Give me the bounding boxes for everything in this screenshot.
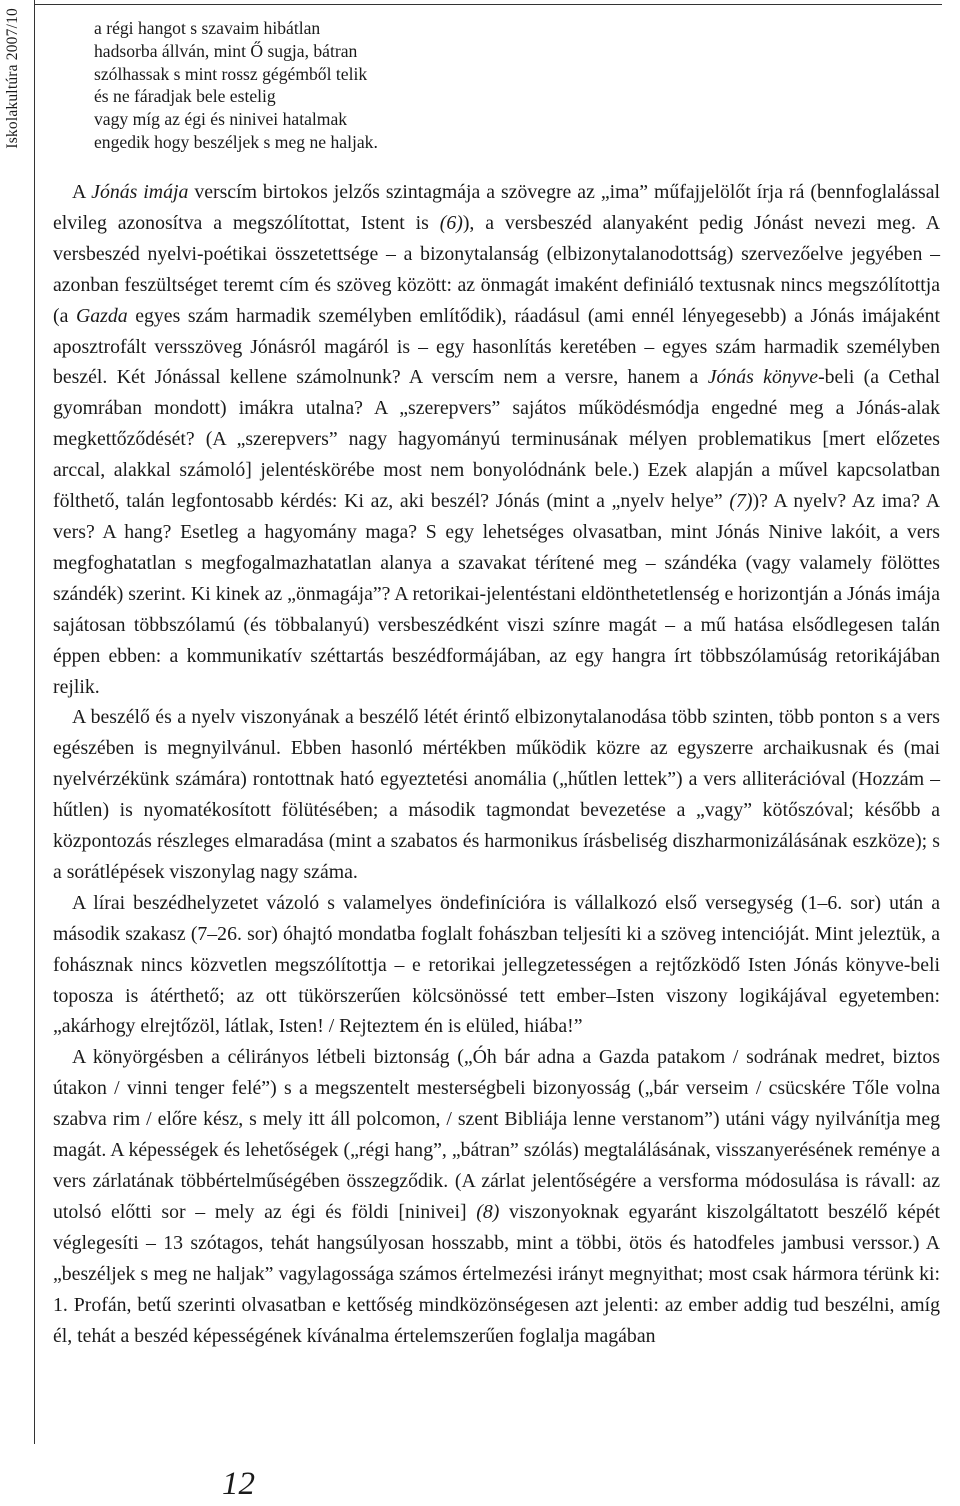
poem-line: engedik hogy beszéljek s meg ne haljak.: [94, 131, 378, 152]
paragraph-text: viszonyoknak egyaránt kiszolgáltatott beszélő képét véglegesíti – 13 szótagos, tehát hangsúlyosan hosszabb, mint a többi, ötös és hatodfeles jambusi verssor.) A „beszéljek s meg ne haljak” vagylagossága számos értelmezési irányt megnyithat; most csak hármora térünk ki: 1. Profán, betű szerinti olvasatban e kettőség mindközönségesen azt jelenti: az ember addig tud beszélni, amíg él, tehát a beszéd képességének kívánalma értelemszerűen foglalja magában: [53, 1200, 940, 1347]
italic-text: Jónás imája: [91, 181, 189, 203]
paragraph-text: verscím birtokos jelzős szintagmája a szövegre az „ima” műfajjelölőt írja rá (bennfoglalással elvileg azonosítva a megszólítottat, Istent is: [53, 181, 940, 234]
poem-line: a régi hangot s szavaim hibátlan: [94, 18, 321, 38]
poem-line: és ne fáradjak bele estelig: [94, 86, 276, 107]
body-text: [53, 177, 940, 1351]
poem-line: szólhassak s mint rossz gégémből telik: [94, 63, 368, 84]
italic-text: (7): [729, 490, 753, 513]
paragraph: [53, 888, 940, 1043]
page-number: 12: [222, 1466, 255, 1502]
italic-text: Jónás könyve: [707, 366, 819, 389]
italic-text: (6): [439, 211, 463, 234]
italic-text: (8): [476, 1200, 500, 1223]
poem-line: vagy míg az égi és ninivei hatalmak: [94, 109, 348, 130]
running-head-column: [0, 0, 35, 1444]
paragraph-text: A beszélő és a nyelv viszonyának a beszélő létét érintő elbizonytalanodása több szinten, több ponton s a vers egészében is megnyilvánul. Ebben hasonló mértékben működik közre az egyszerre archaikusnak és (mai nyelvérzékünk számára) rontottnak ható egyeztetési anomália („hűtlen lettek”) a vers alliterációval (Hozzám – hűtlen) is nyomatékosított fölütésében; a második tagmondat bevezetése a „vagy” kötőszóval; később a központozás részleges elmaradása (mint a szabatos és harmonikus írásbeliség diszharmonizálásának eszköze); s a sorátlépések viszonylag nagy száma.: [53, 706, 940, 883]
paragraph-text: )? A nyelv? Az ima? A vers? A hang? Esetleg a hagyomány maga? S egy lehetséges olvasatban, mint Jónás Ninive lakóit, a vers megfoghatatlan s megfogalmazhatatlan alanya a szavakat térítené meg – szándéka (vagy valamely fölöttes szándék) szerint. Ki kinek az „önmagája”? A retorikai-jelentéstani eldönthetetlenség e horizontján a Jónás imája sajátosan többszólamú (és többalanyú) versbeszédként viszi színre magát – a mű hatása elsődlegesen talán éppen ebben: a kommunikatív széttartás beszédformájában, az egy hangra írt többszólamúság retorikájában rejlik.: [53, 490, 940, 698]
paragraph: [53, 1042, 940, 1351]
italic-text: Gazda: [75, 304, 128, 327]
paragraph-text: A lírai beszédhelyzetet vázoló s valamelyes öndefinícióra is vállalkozó első versegység (1–6. sor) után a második szakasz (7–26. sor) óhajtó mondatba foglalt fohászban teljesíti ki a szöveg intencióját. Mint jeleztük, a fohásznak nincs közvetlen megszólítottja – e retorikai jellegzetességen a rejtőzködő Isten Jónás könyve-beli toposza is átérthető; az ott tükörszerűen kölcsönössé tett ember–Isten viszony logikájával egyetemben: „akárhogy elrejtőzöl, látlak, Isten! / Rejteztem én is elüled, hiába!”: [53, 891, 940, 1038]
paragraph-text: -beli (a Cethal gyomrában mondott) imákra utalna? A „szerepvers” sajátos működésmódja engedné meg a Jónás-alak megkettőződését? (A „szerepvers” nagy hagyományú terminusának mélyen problematikus [mert előzetes arccal, alakkal számoló] jelentéskörébe most nem bonyolódnánk bele.) Ezek alapján a művel kapcsolatban fölthető, talán legfontosabb kérdés: Ki az, aki beszél? Jónás (mint a „nyelv helye”: [53, 366, 940, 513]
paragraph: [53, 177, 940, 702]
poem-line: hadsorba állván, mint Ő sugja, bátran: [94, 40, 358, 61]
top-rule: [34, 4, 942, 5]
paragraph-text: ), a versbeszéd alanyaként pedig Jónást nevezi meg. A versbeszéd nyelvi-poétikai összetettsége – a bizonytalanság (elbizonytalanodottság) szervezőelve jegyében – azonban feszültséget teremt cím és szöveg között: az önmagát imaként definiáló textusnak nincs megszólítottja (a: [53, 211, 940, 327]
poem-quote: [94, 17, 378, 154]
running-head: Iskolakultúra 2007/10: [4, 8, 21, 149]
paragraph-text: A könyörgésben a célirányos létbeli biztonság („Óh bár adna a Gazda patakom / sodrának medret, biztos útakon / vinni tenger felé”) s a megszentelt mesterségbeli bizonyosság („bár verseim / csücskére Tőle volna szabva rim / előre kész, s mely itt áll polcomon, / szent Bibliája lenne verstanom”) utáni vágy nyilvánítja meg magát. A képességek és lehetőségek („régi hang”, „bátran” szólás) megtalálásának, visszanyerésének reménye a vers zárlatának többértelműségében összegződik. (A zárlat jelentőségére a versforma módosulása is rávall: az utolsó előtti sor – mely az égi és földi [ninivei]: [53, 1046, 940, 1223]
paragraph: [53, 702, 940, 887]
paragraph-text: A: [72, 181, 92, 203]
paragraph-text: egyes szám harmadik személyben említődik), ráadásul (ami ennél lényegesebb) a Jónás imájaként aposztrofált versszöveg Jónásról magáról is – egy hasonlítás keretében – egyes szám harmadik személyben beszél. Két Jónással kellene számolnunk? A verscím nem a versre, hanem a: [53, 304, 940, 389]
